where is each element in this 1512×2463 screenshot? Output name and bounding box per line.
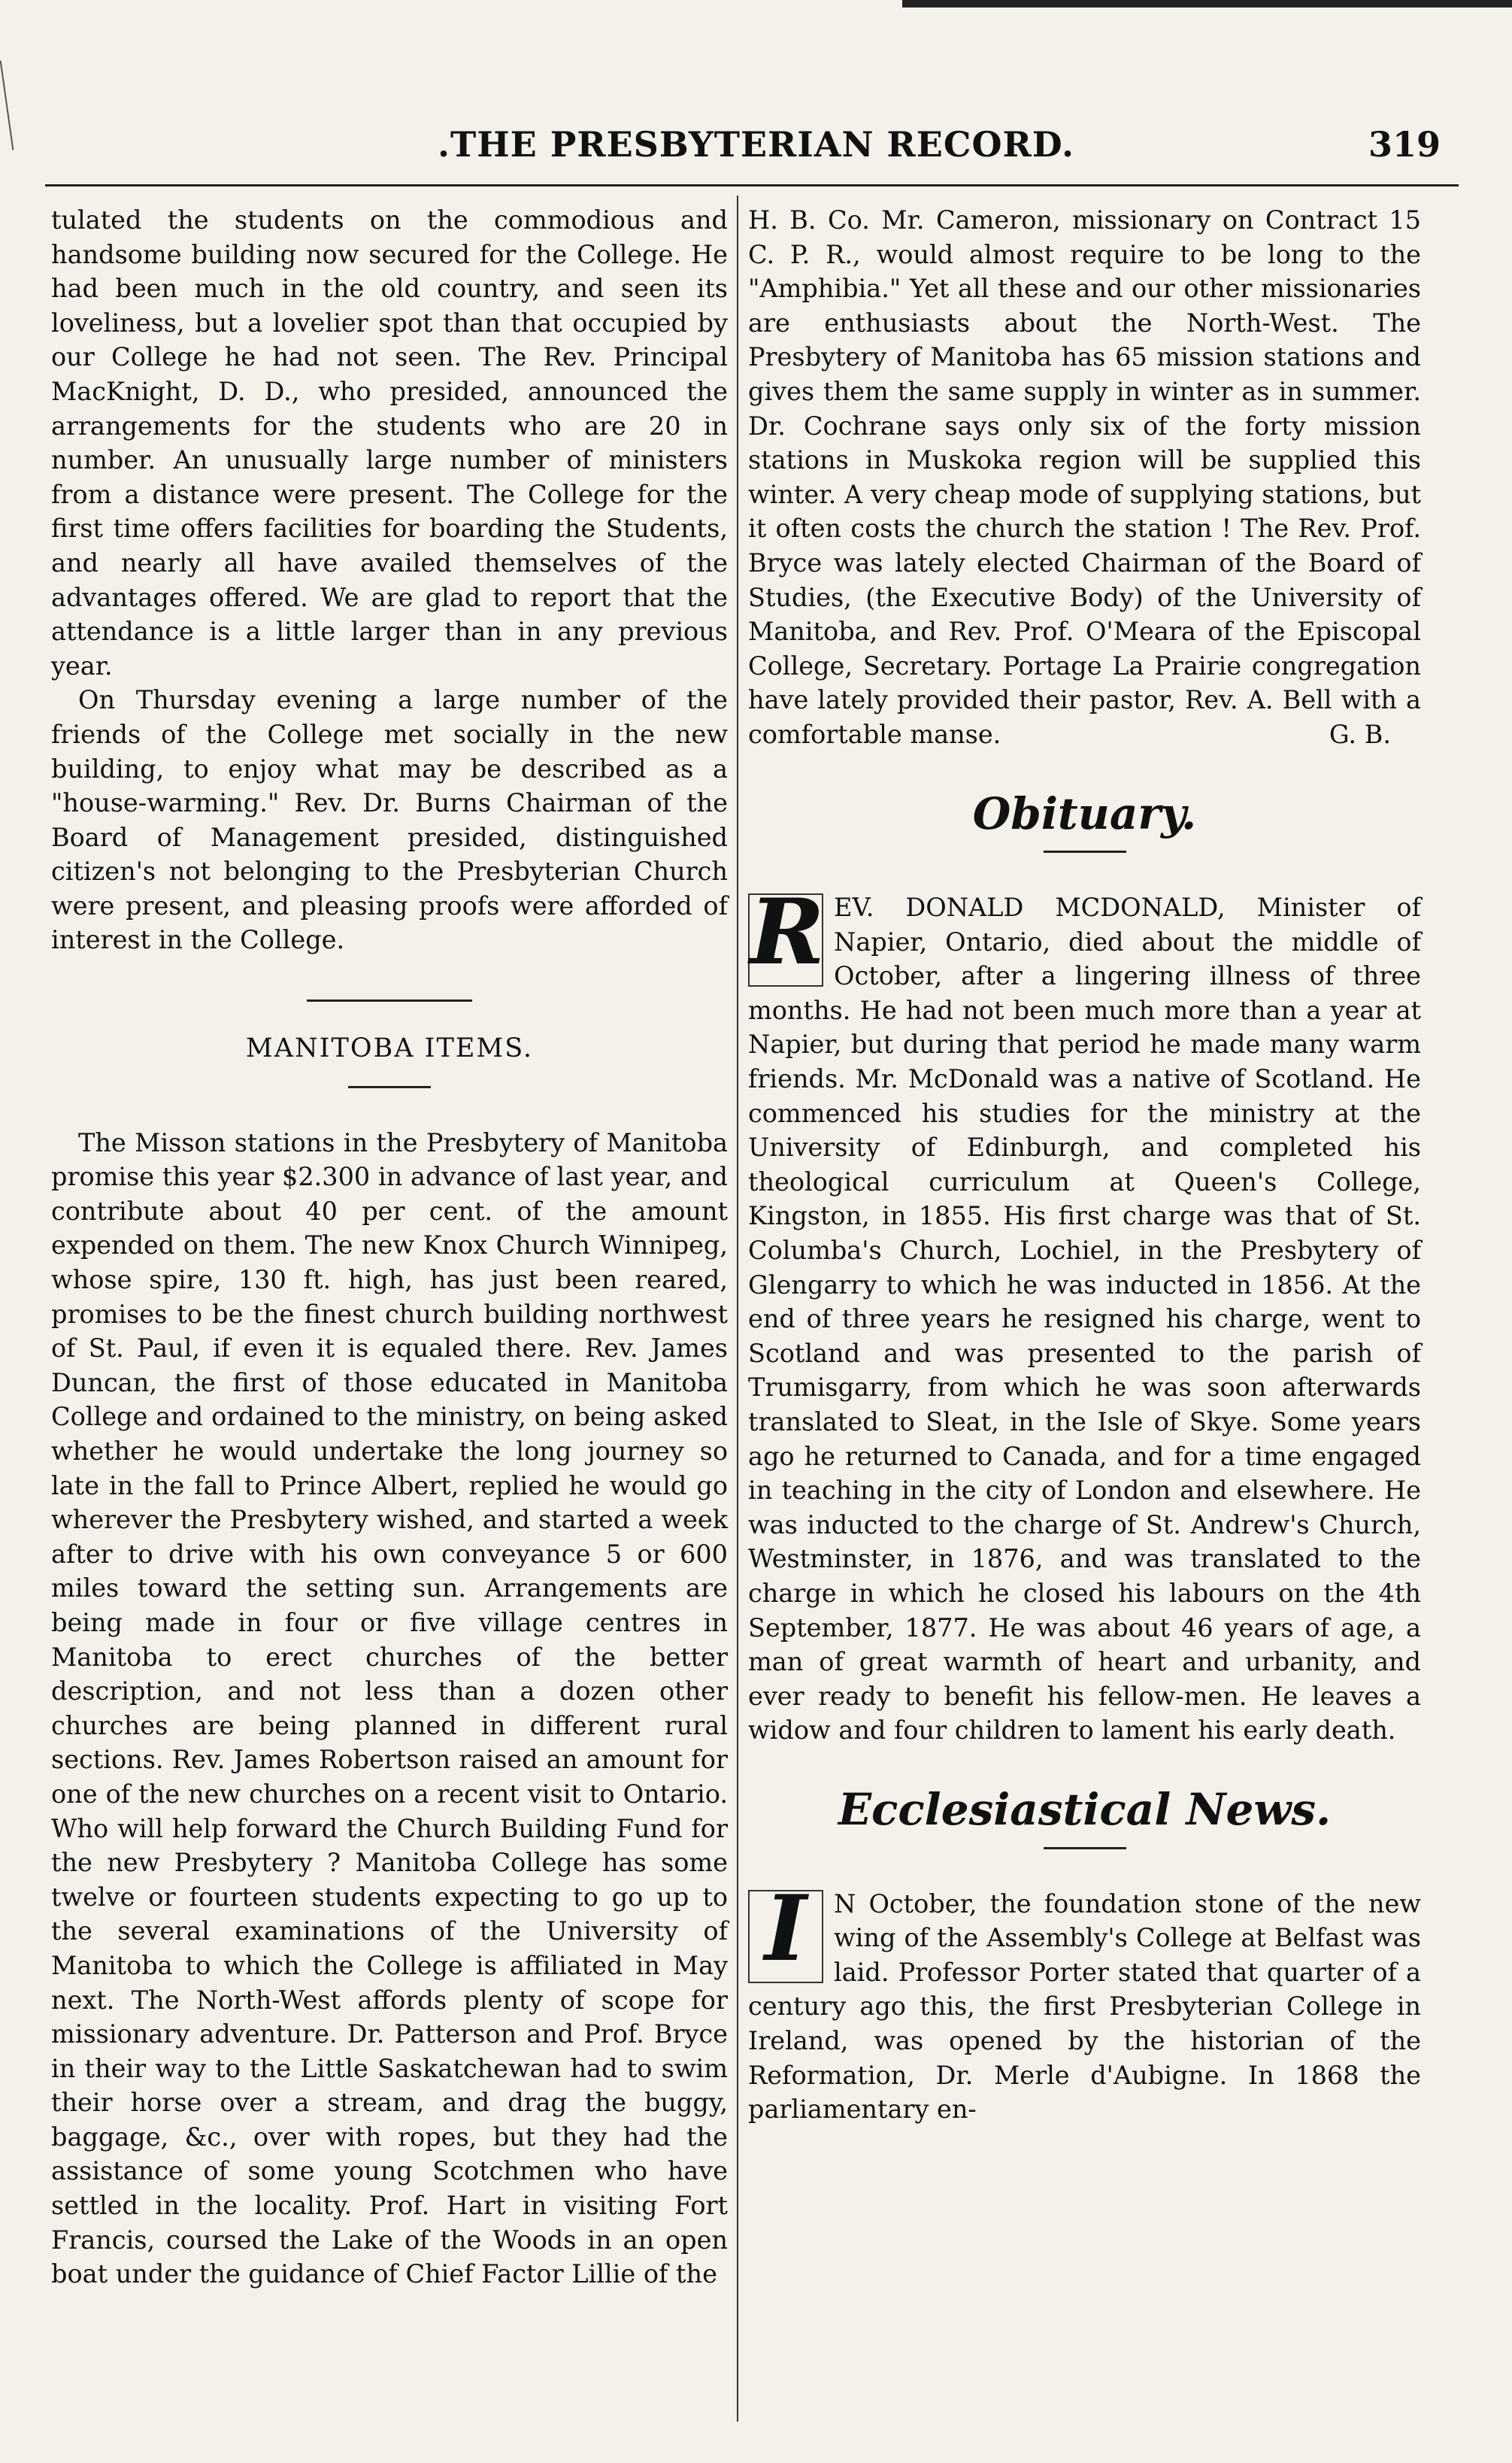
page-number: 319 — [1368, 124, 1441, 165]
obituary-paragraph — [748, 879, 1421, 1748]
ecclesiastical-news-heading: Ecclesiastical News. — [838, 1783, 1332, 1835]
obituary-dropcap: R — [750, 879, 825, 986]
obituary-heading: Obituary. — [972, 787, 1197, 839]
header-rule — [45, 184, 1459, 187]
journal-title: .THE PRESBYTERIAN RECORD. — [437, 124, 1075, 165]
manitoba-items-heading: MANITOBA ITEMS. — [245, 1033, 534, 1064]
page-header — [0, 124, 1512, 177]
college-paragraph-2: On Thursday evening a large number of the friends of the College met socially in the new building, to enjoy what may be described as a "house-warming." Rev. Dr. Burns Chairman of the Board of Management presided, distinguished citizen's not belonging to the Presbyterian Church were present, and pleasing proofs were afforded of interest in the College. — [51, 685, 728, 955]
top-border-rule — [902, 0, 1512, 8]
news-underline — [1044, 1847, 1126, 1849]
news-text: N October, the foundation stone of the new wing of the Assembly's College at Belfast was laid. Professor Porter stated that quarter of a century ago this, the first Presbyterian College in Ireland, was opened by the historian of the Reformation, Dr. Merle d'Aubigne. In 1868 the parliamentary en- — [748, 1888, 1421, 2125]
obituary-underline — [1044, 851, 1126, 853]
right-column — [748, 203, 1421, 2127]
news-dropcap: I — [748, 1890, 823, 1983]
heading-underline — [348, 1086, 431, 1088]
college-paragraph-1: tulated the students on the commodious and handsome building now secured for the College. He had been much in the old country, and seen its loveliness, but a lovelier spot than that occupied by our College he had not seen. The Rev. Principal MacKnight, D. D., who presided, announced the arrangements for the students who are 20 in number. An unusually large number of ministers from a distance were present. The College for the first time offers facilities for boarding the Students, and nearly all have availed themselves of the advantages offered. We are glad to report that the attendance is a little larger than in any previous year. — [51, 205, 728, 681]
column-divider — [737, 196, 738, 2422]
section-divider — [307, 999, 472, 1002]
signature: G. B. — [1329, 719, 1391, 749]
news-paragraph — [748, 1875, 1421, 2127]
obituary-name: EV. DONALD MCDONALD, — [834, 893, 1226, 923]
manitoba-items-paragraph: The Misson stations in the Presbytery of Manitoba promise this year $2.300 in advance of last year, and contribute about 40 per cent. of the amount expended on them. The new Knox Church Winnipeg, whose spire, 130 ft. high, has just been reared, promises to be the finest church building northwest of St. Paul, if even it is equaled there. Rev. James Duncan, the first of those educated in Manitoba College and ordained to the ministry, on being asked whether he would undertake the long journey so late in the fall to Prince Albert, replied he would go wherever the Presbytery wished, and started a week after to drive with his own conveyance 5 or 600 miles toward the setting sun. Arrangements are being made in four or five village centres in Manitoba to erect churches of the better description, and not less than a dozen other churches are being planned in different rural sections. Rev. James Robertson raised an amount for one of the new churches on a recent visit to Ontario. Who will help forward the Church Building Fund for the new Presbytery ? Manitoba College has some twelve or fourteen students expecting to go up to the several examinations of the University of Manitoba to which the College is affiliated in May next. The North-West affords plenty of scope for missionary adventure. Dr. Patterson and Prof. Bryce in their way to the Little Saskatchewan had to swim their horse over a stream, and drag the buggy, baggage, &c., over with ropes, but they had the assistance of some young Scotchmen who have settled in the locality. Prof. Hart in visiting Fort Francis, coursed the Lake of the Woods in an open boat under the guidance of Chief Factor Lillie of the — [51, 1127, 728, 2289]
left-column — [51, 203, 728, 2292]
obituary-text: Minister of Napier, Ontario, died about the middle of October, after a lingering illness of three months. He had not been much more than a year at Napier, but during that period he made many warm friends. Mr. McDonald was a native of Scotland. He commenced his studies for the ministry at the University of Edinburgh, and completed his theological curriculum at Queen's College, Kingston, in 1855. His first charge was that of St. Columba's Church, Lochiel, in the Presbytery of Glengarry to which he was inducted in 1856. At the end of three years he resigned his charge, went to Scotland and was presented to the parish of Trumisgarry, from which he was soon afterwards translated to Sleat, in the Isle of Skye. Some years ago he returned to Canada, and for a time engaged in teaching in the city of London and elsewhere. He was inducted to the charge of St. Andrew's Church, Westminster, in 1876, and was translated to the charge in which he closed his labours on the 4th September, 1877. He was about 46 years of age, a man of great warmth of heart and urbanity, and ever ready to benefit his fellow-men. He leaves a widow and four children to lament his early death. — [748, 893, 1421, 1746]
manitoba-items-continued: H. B. Co. Mr. Cameron, missionary on Contract 15 C. P. R., would almost require to be long to the "Amphibia." Yet all these and our other missionaries are enthusiasts about the North-West. The Presbytery of Manitoba has 65 mission stations and gives them the same supply in winter as in summer. Dr. Cochrane says only six of the forty mission stations in Muskoka region will be supplied this winter. A very cheap mode of supplying stations, but it often costs the church the station ! The Rev. Prof. Bryce was lately elected Chairman of the Board of Studies, (the Executive Body) of the University of Manitoba, and Rev. Prof. O'Meara of the Episcopal College, Secretary. Portage La Prairie congregation have lately provided their pastor, Rev. A. Bell with a comfortable manse. — [748, 205, 1421, 749]
